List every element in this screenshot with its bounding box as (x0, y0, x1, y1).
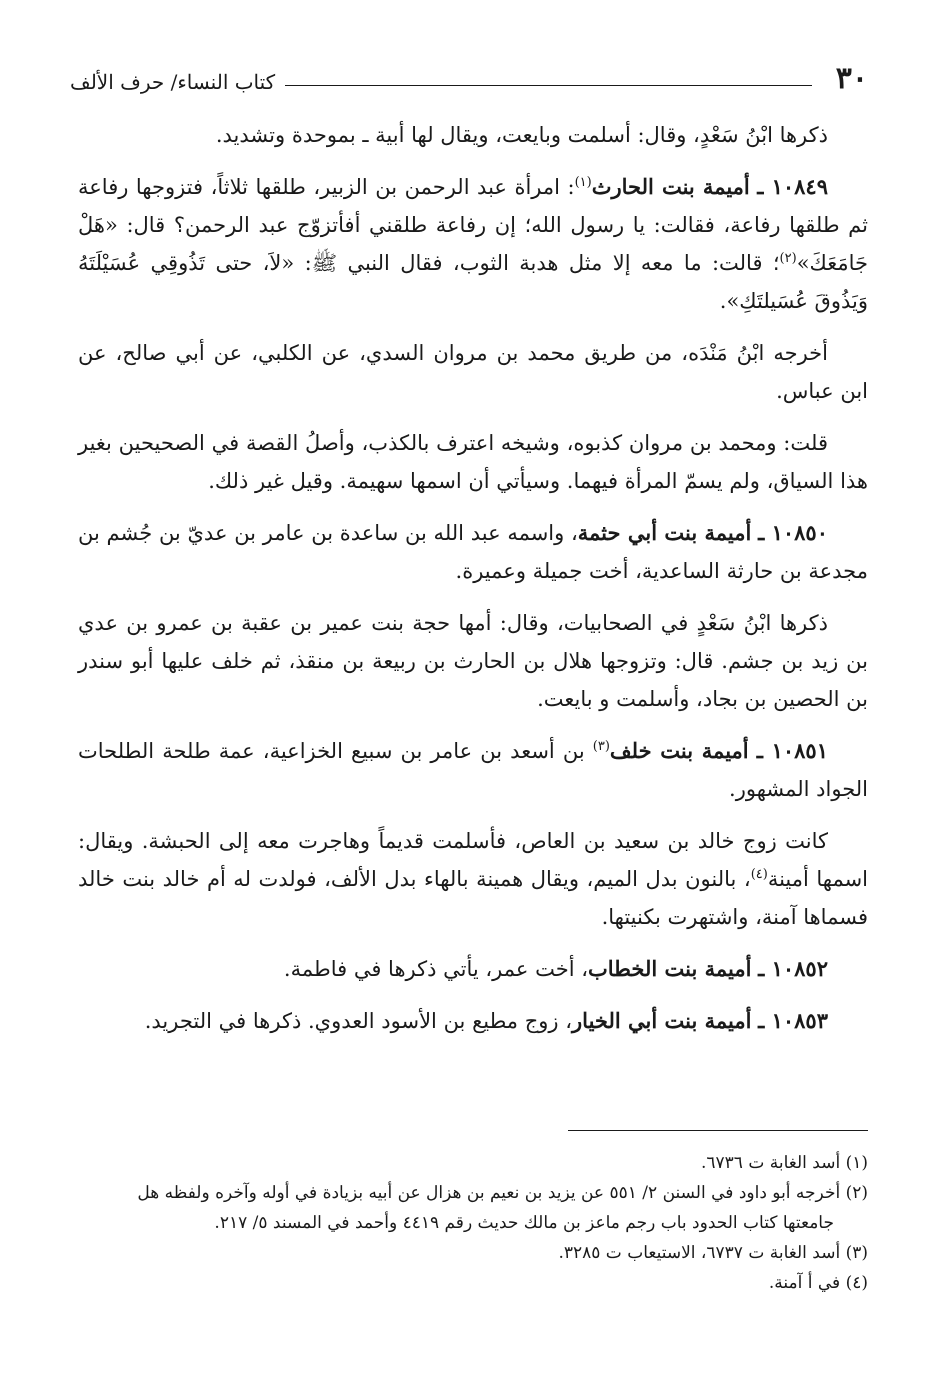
footnote-text-continued: جامعتها كتاب الحدود باب رجم ماعز بن مالك حديث رقم ٤٤١٩ وأحمد في المسند ٥/ ٢١٧. (214, 1213, 834, 1233)
footnote (62, 1268, 868, 1298)
entry-text: ، زوج مطيع بن الأسود العدوي. ذكرها في التجريد. (144, 1009, 573, 1033)
entry-name: أميمة بنت خلف (609, 738, 749, 763)
page-number: ٣٠ (835, 61, 868, 96)
entry-10849 (78, 168, 868, 320)
entry-number: ١٠٨٤٩ ـ (757, 174, 828, 199)
entry-text: ؛ قالت: ما معه إلا مثل هدبة الثوب، فقال النبي ﷺ: «لاَ، حتى تَذُوقِي عُسَيْلَتَهُ وَيَذُوقَ عُسَيلتَكِ». (78, 251, 868, 313)
paragraph-text: أخرجه ابْنُ مَنْدَه، من طريق محمد بن مروان السدي، عن الكلبي، عن أبي صالح، عن ابن عباس. (78, 341, 868, 403)
footnote-text: (٤) في أ آمنة. (768, 1273, 868, 1293)
footnote-separator (568, 1130, 868, 1131)
footnote-ref[interactable]: (١) (574, 175, 592, 190)
footnote-ref[interactable]: (٣) (592, 739, 610, 754)
running-title: كتاب النساء/ حرف الألف (70, 70, 276, 94)
entry-number: ١٠٨٥٢ ـ (758, 956, 828, 981)
footnote-ref[interactable]: (٢) (779, 251, 797, 266)
footnote (62, 1148, 868, 1178)
paragraph-text: ، بالنون بدل الميم، ويقال همينة بالهاء بدل الألف، فولدت له أم خالد بنت خالد فسماها آمنة، واشتهرت بكنيتها. (78, 867, 868, 929)
header-rule (285, 85, 812, 86)
paragraph (78, 116, 868, 154)
footnote-text: (٣) أسد الغابة ت ٦٧٣٧، الاستيعاب ت ٣٢٨٥. (558, 1243, 868, 1263)
entry-10850 (78, 514, 868, 590)
entry-number: ١٠٨٥٣ ـ (758, 1008, 828, 1033)
entry-name: أميمة بنت أبي حثمة (577, 520, 752, 545)
footnote (62, 1238, 868, 1268)
footnote-ref[interactable]: (٤) (750, 867, 768, 882)
paragraph-text: ذكرها ابْنُ سَعْدٍ، وقال: أسلمت وبايعت، ويقال لها أبية ـ بموحدة وتشديد. (215, 123, 828, 147)
entry-text: بن أسعد بن عامر بن سبيع الخزاعية، عمة طلحة الطلحات الجواد المشهور. (78, 739, 868, 801)
entry-text: ، أخت عمر، يأتي ذكرها في فاطمة. (283, 957, 588, 981)
entry-number: ١٠٨٥١ ـ (756, 738, 828, 763)
footnote-text: (١) أسد الغابة ت ٦٧٣٦. (701, 1153, 868, 1173)
page-header (70, 58, 868, 94)
main-text (78, 116, 868, 1054)
paragraph-text: قلت: ومحمد بن مروان كذبوه، وشيخه اعترف بالكذب، وأصلُ القصة في الصحيحين بغير هذا السياق، ولم يسمّ المرأة فيهما. وسيأتي أن اسمها سهيمة. وقيل غير ذلك. (78, 431, 868, 493)
entry-name: أميمة بنت الخطاب (588, 956, 752, 981)
entry-name: أميمة بنت أبي الخيار (572, 1008, 752, 1033)
paragraph-text: كانت زوج خالد بن سعيد بن العاص، فأسلمت قديماً وهاجرت معه إلى الحبشة. ويقال: اسمها أمينة (78, 829, 869, 891)
paragraph (78, 822, 868, 936)
entry-10851 (78, 732, 868, 808)
footnotes (62, 1148, 868, 1298)
entry-10852 (78, 950, 868, 988)
paragraph (78, 334, 868, 410)
entry-number: ١٠٨٥٠ ـ (758, 520, 828, 545)
paragraph-text: ذكرها ابْنُ سَعْدٍ في الصحابيات، وقال: أمها حجة بنت عمير بن عقبة بن عمرو بن عدي بن زيد بن جشم. قال: وتزوجها هلال بن الحارث بن ربيعة بن منقذ، ثم خلف عليها أبو سندر بن الحصين بن بجاد، وأسلمت و بايعت. (78, 611, 868, 711)
paragraph (78, 424, 868, 500)
footnote (62, 1178, 868, 1238)
paragraph (78, 604, 868, 718)
entry-10853 (78, 1002, 868, 1040)
entry-text: ، واسمه عبد الله بن ساعدة بن عامر بن عديّ بن جُشم بن مجدعة بن حارثة الساعدية، أخت جميلة وعميرة. (78, 521, 868, 583)
footnote-text: (٢) أخرجه أبو داود في السنن ٢/ ٥٥١ عن يزيد بن نعيم بن هزال عن أبيه بزيادة في أوله وآخره ولفظه هل (137, 1183, 868, 1203)
entry-name: أميمة بنت الحارث (591, 174, 750, 199)
entry-text: : امرأة عبد الرحمن بن الزبير، طلقها ثلاثاً، فتزوجها رفاعة ثم طلقها رفاعة، فقالت: يا رسول الله؛ إن رفاعة طلقني أفأتزوّج عبد الرحمن؟ قال: «هَلْ جَامَعَكَ» (78, 175, 868, 275)
